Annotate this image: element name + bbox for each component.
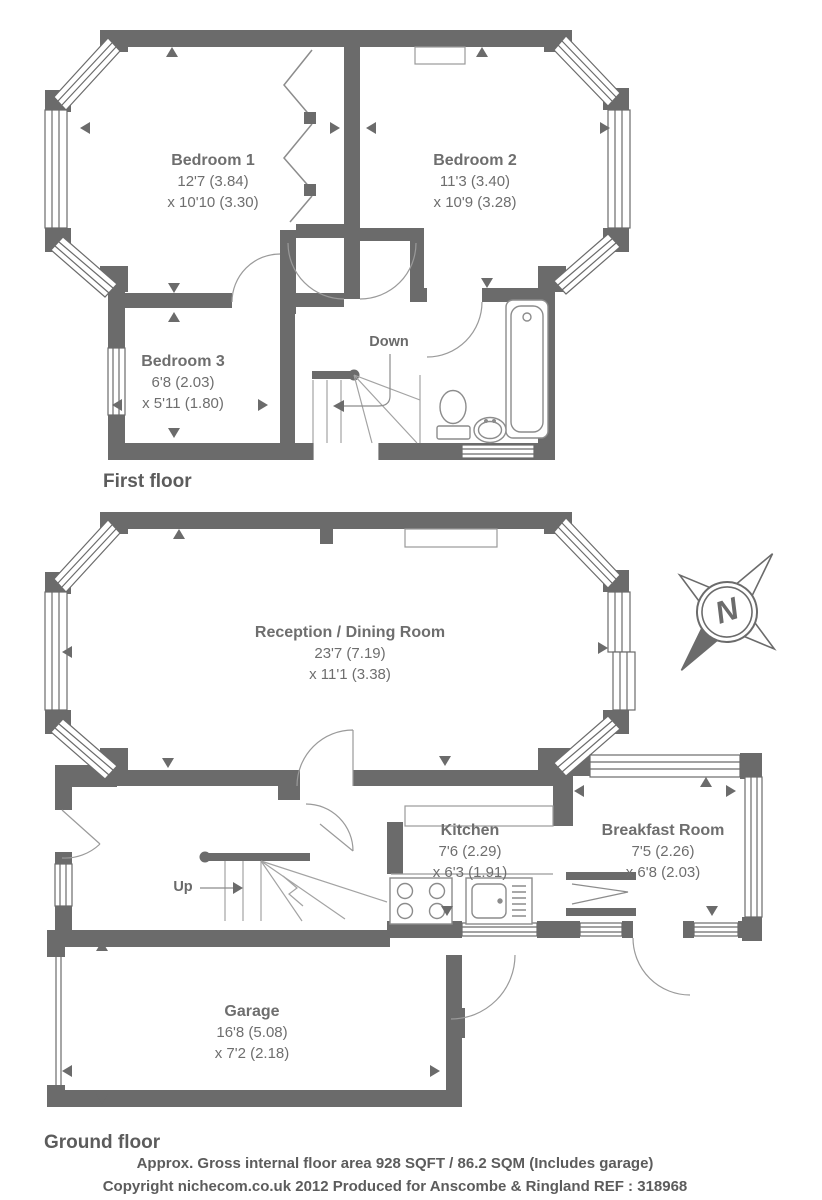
room-dim: 12'7 (3.84)	[177, 173, 249, 190]
room-dim: x 7'2 (2.18)	[214, 1045, 290, 1062]
room-dim: x 11'1 (3.38)	[309, 666, 391, 683]
room-label-breakfast-room	[573, 820, 753, 883]
bathroom-fixtures	[437, 300, 548, 443]
room-label-garage	[162, 1001, 342, 1064]
down-arrow-icon	[333, 400, 344, 412]
room-dim: 16'8 (5.08)	[216, 1024, 288, 1041]
room-dim: x 10'9 (3.28)	[433, 194, 517, 211]
room-dim: 23'7 (7.19)	[314, 645, 386, 662]
room-name: Bedroom 1	[171, 152, 255, 169]
room-label-bedroom-1	[103, 150, 323, 213]
room-name: Reception / Dining Room	[254, 624, 446, 641]
toilet-icon	[437, 426, 470, 439]
staircase-up	[200, 861, 387, 921]
ground-floor-windows	[45, 518, 762, 1090]
room-dim: 7'5 (2.26)	[631, 843, 695, 860]
staircase-down	[312, 354, 420, 443]
room-dim: 7'6 (2.29)	[438, 843, 502, 860]
ground-floor-walls	[45, 512, 762, 1107]
stove-icon	[390, 878, 452, 924]
room-label-bedroom-3	[83, 351, 283, 414]
room-name: Breakfast Room	[601, 822, 725, 839]
floor-area-note: Approx. Gross internal floor area 928 SQFT / 86.2 SQM (Includes garage)	[136, 1155, 654, 1172]
room-dim: x 5'11 (1.80)	[142, 395, 224, 412]
stairs-down-label: Down	[369, 334, 409, 350]
room-name: Kitchen	[440, 822, 500, 839]
room-dim: 6'8 (2.03)	[151, 374, 215, 391]
room-dim: x 6'3 (1.91)	[432, 864, 508, 881]
room-dim: x 6'8 (2.03)	[625, 864, 701, 881]
room-label-kitchen	[380, 820, 560, 883]
ground-floor-title: Ground floor	[44, 1132, 161, 1153]
room-name: Bedroom 3	[141, 353, 225, 370]
kitchen-fixtures	[390, 878, 532, 924]
copyright-note: Copyright nichecom.co.uk 2012 Produced for Anscombe & Ringland REF : 318968	[102, 1178, 688, 1195]
room-label-reception	[240, 622, 460, 685]
room-name: Garage	[224, 1003, 280, 1020]
first-floor-title: First floor	[103, 471, 192, 492]
room-dim: x 10'10 (3.30)	[167, 194, 259, 211]
room-label-bedroom-2	[365, 150, 585, 213]
compass-north-label: N	[710, 590, 743, 631]
room-name: Bedroom 2	[433, 152, 517, 169]
stairs-up-label: Up	[173, 879, 193, 895]
room-dim: 11'3 (3.40)	[439, 173, 511, 190]
up-arrow-icon	[233, 882, 243, 894]
